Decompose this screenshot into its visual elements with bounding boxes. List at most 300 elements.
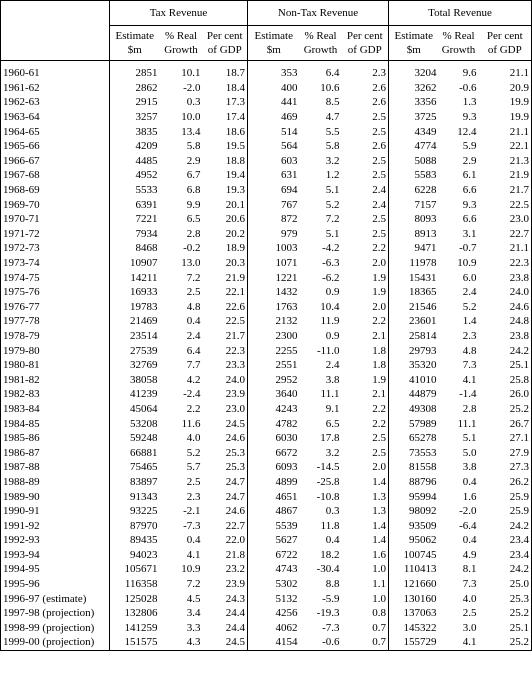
tax-estimate: 41239 [110,387,160,402]
table-row [1,270,532,285]
tax-real-growth: 6.7 [186,169,201,182]
year-label: 1980-81 [3,359,40,372]
nontax-real-growth: 5.1 [325,184,340,197]
nontax-estimate: 514 [248,124,300,139]
year-label: 1961-62 [3,81,40,94]
total-real-growth: 5.9 [462,140,477,153]
total-pct-gdp: 25.2 [509,402,530,415]
col-label-line1: % Real [164,30,198,42]
nontax-pct-gdp: 1.3 [372,490,387,503]
nontax-pct-gdp: 0.7 [372,636,387,649]
year-label: 1990-91 [3,505,40,518]
nontax-pct-gdp: 2.5 [372,169,387,182]
nontax-real-growth: 10.6 [320,81,340,94]
tax-real-growth: 5.8 [186,140,201,153]
total-estimate: 121660 [389,577,439,592]
nontax-estimate: 6093 [248,460,300,475]
total-pct-gdp: 24.0 [509,286,530,299]
tax-real-growth: 11.6 [181,417,201,430]
tax-real-growth: 0.4 [186,315,201,328]
tax-real-growth: 4.1 [186,548,201,561]
nontax-estimate: 1432 [248,285,300,300]
nontax-pct-gdp: 1.8 [372,344,387,357]
table-row [1,533,532,548]
col-pct-gdp [203,26,248,61]
tax-real-growth: 0.4 [186,534,201,547]
table-row [1,61,532,81]
tax-real-growth: -0.2 [183,242,201,255]
tax-pct-gdp: 22.7 [225,519,245,532]
col-label-line1: Per cent [486,30,523,42]
year-label: 1996-97 (estimate) [3,592,87,605]
tax-pct-gdp: 23.0 [225,402,245,415]
year-label: 1976-77 [3,300,40,313]
table-row [1,300,532,315]
nontax-real-growth: -0.6 [322,636,340,649]
tax-pct-gdp: 20.3 [225,257,245,270]
nontax-real-growth: 10.4 [320,300,340,313]
table-row [1,227,532,242]
tax-estimate: 4209 [110,139,160,154]
year-label: 1991-92 [3,519,40,532]
total-real-growth: 2.9 [462,154,477,167]
subheader-row [1,26,532,61]
tax-pct-gdp: 22.0 [225,534,245,547]
total-estimate: 29793 [389,343,439,358]
total-estimate: 7157 [389,197,439,212]
table-row [1,285,532,300]
nontax-pct-gdp: 2.5 [372,227,387,240]
table-row [1,168,532,183]
nontax-real-growth: 0.4 [325,534,340,547]
total-pct-gdp: 25.8 [509,373,530,386]
tax-pct-gdp: 25.3 [225,446,245,459]
nontax-estimate: 4743 [248,562,300,577]
tax-pct-gdp: 19.3 [225,184,245,197]
nontax-real-growth: 3.8 [325,373,340,386]
nontax-real-growth: -10.8 [316,490,340,503]
tax-estimate: 132806 [110,606,160,621]
nontax-estimate: 4154 [248,635,300,650]
total-pct-gdp: 21.3 [509,154,530,167]
year-label: 1984-85 [3,417,40,430]
col-real-growth [439,26,479,61]
tax-estimate: 89435 [110,533,160,548]
year-label: 1989-90 [3,490,40,503]
year-label: 1965-66 [3,140,40,153]
nontax-pct-gdp: 0.8 [372,607,387,620]
total-pct-gdp: 25.9 [509,490,530,503]
col-label-line1: Estimate [254,30,293,42]
total-estimate: 49308 [389,402,439,417]
year-label: 1988-89 [3,475,40,488]
table-row [1,489,532,504]
table-row [1,314,532,329]
year-label: 1960-61 [3,67,40,80]
year-label: 1963-64 [3,111,40,124]
total-real-growth: 0.4 [462,475,477,488]
nontax-real-growth: 5.5 [325,125,340,138]
total-estimate: 93509 [389,518,439,533]
tax-real-growth: 10.9 [181,563,201,576]
tax-estimate: 4952 [110,168,160,183]
nontax-pct-gdp: 1.6 [372,548,387,561]
tax-pct-gdp: 21.7 [225,329,245,342]
total-pct-gdp: 27.1 [509,432,530,445]
table-row [1,372,532,387]
col-label-line1: Per cent [206,30,243,42]
nontax-pct-gdp: 2.2 [372,242,387,255]
tax-pct-gdp: 18.9 [225,242,245,255]
tax-real-growth: 4.0 [186,432,201,445]
tax-real-growth: 4.8 [186,300,201,313]
nontax-estimate: 353 [248,61,300,81]
tax-estimate: 75465 [110,460,160,475]
year-label: 1968-69 [3,184,40,197]
tax-pct-gdp: 24.6 [225,432,245,445]
col-label-line2: Growth [303,44,338,56]
tax-real-growth: -2.1 [183,505,201,518]
tax-pct-gdp: 19.4 [225,169,245,182]
tax-real-growth: 13.0 [181,257,201,270]
total-pct-gdp: 21.1 [509,125,530,138]
tax-real-growth: 4.2 [186,373,201,386]
total-pct-gdp: 25.3 [509,592,530,605]
col-pct-gdp [479,26,532,61]
tax-pct-gdp: 22.5 [225,315,245,328]
table-row [1,329,532,344]
total-estimate: 81558 [389,460,439,475]
total-pct-gdp: 25.1 [509,621,530,634]
total-pct-gdp: 26.7 [509,417,530,430]
total-pct-gdp: 22.1 [509,140,530,153]
table-row [1,577,532,592]
nontax-pct-gdp: 1.9 [372,286,387,299]
total-pct-gdp: 24.2 [509,519,530,532]
nontax-real-growth: -19.3 [316,607,340,620]
nontax-estimate: 872 [248,212,300,227]
tax-estimate: 38058 [110,372,160,387]
tax-estimate: 125028 [110,591,160,606]
tax-pct-gdp: 24.7 [225,490,245,503]
total-pct-gdp: 25.0 [509,578,530,591]
total-real-growth: 6.6 [462,213,477,226]
nontax-estimate: 2132 [248,314,300,329]
tax-estimate: 19783 [110,300,160,315]
total-real-growth: 5.1 [462,432,477,445]
year-label: 1979-80 [3,344,40,357]
total-estimate: 3725 [389,110,439,125]
table-row [1,241,532,256]
tax-pct-gdp: 23.9 [225,388,245,401]
total-pct-gdp: 21.7 [509,184,530,197]
total-real-growth: 7.3 [462,359,477,372]
nontax-estimate: 1221 [248,270,300,285]
tax-real-growth: 7.2 [186,578,201,591]
tax-pct-gdp: 25.3 [225,461,245,474]
total-estimate: 9471 [389,241,439,256]
nontax-estimate: 1071 [248,256,300,271]
total-pct-gdp: 25.9 [509,505,530,518]
col-label-line1: % Real [442,30,475,42]
corner-cell [1,1,110,26]
nontax-real-growth: 11.1 [320,388,340,401]
tax-real-growth: 2.3 [186,490,201,503]
nontax-real-growth: 3.2 [325,154,340,167]
nontax-real-growth: 8.5 [325,96,340,109]
nontax-real-growth: -6.3 [322,257,340,270]
total-real-growth: 4.0 [462,592,477,605]
nontax-pct-gdp: 2.4 [372,184,387,197]
nontax-real-growth: 4.7 [325,111,340,124]
nontax-pct-gdp: 2.2 [372,402,387,415]
tax-pct-gdp: 23.2 [225,563,245,576]
total-pct-gdp: 22.7 [509,227,530,240]
table-row [1,139,532,154]
tax-pct-gdp: 22.1 [225,286,245,299]
year-label: 1964-65 [3,125,40,138]
nontax-estimate: 767 [248,197,300,212]
nontax-pct-gdp: 1.1 [372,578,387,591]
total-estimate: 21546 [389,300,439,315]
total-real-growth: 5.2 [462,300,477,313]
col-real-growth [300,26,342,61]
nontax-pct-gdp: 1.9 [372,373,387,386]
year-label: 1985-86 [3,432,40,445]
tax-estimate: 66881 [110,445,160,460]
table-header [1,1,532,61]
tax-real-growth: 2.5 [186,286,201,299]
col-label-line1: Estimate [115,30,154,42]
total-pct-gdp: 27.3 [509,461,530,474]
nontax-estimate: 4256 [248,606,300,621]
year-label: 1977-78 [3,315,40,328]
tax-real-growth: 6.8 [186,184,201,197]
year-label: 1966-67 [3,154,40,167]
total-real-growth: 4.1 [462,636,477,649]
year-label: 1981-82 [3,373,40,386]
nontax-estimate: 469 [248,110,300,125]
total-estimate: 100745 [389,548,439,563]
nontax-estimate: 2952 [248,372,300,387]
nontax-estimate: 400 [248,81,300,96]
nontax-pct-gdp: 1.8 [372,359,387,372]
year-label: 1970-71 [3,213,40,226]
total-pct-gdp: 27.9 [509,446,530,459]
nontax-pct-gdp: 2.0 [372,300,387,313]
nontax-estimate: 441 [248,95,300,110]
total-real-growth: 9.3 [462,111,477,124]
tax-pct-gdp: 17.4 [225,111,245,124]
table-row [1,197,532,212]
total-real-growth: 4.9 [462,548,477,561]
total-real-growth: 6.0 [462,271,477,284]
nontax-estimate: 5627 [248,533,300,548]
tax-pct-gdp: 24.7 [225,475,245,488]
total-estimate: 15431 [389,270,439,285]
tax-estimate: 14211 [110,270,160,285]
total-estimate: 155729 [389,635,439,650]
total-real-growth: 3.0 [462,621,477,634]
tax-real-growth: 3.3 [186,621,201,634]
total-estimate: 95062 [389,533,439,548]
tax-estimate: 3835 [110,124,160,139]
nontax-estimate: 603 [248,154,300,169]
nontax-real-growth: 0.9 [325,329,340,342]
col-estimate [110,26,160,61]
total-real-growth: 4.8 [462,344,477,357]
tax-estimate: 59248 [110,431,160,446]
nontax-pct-gdp: 1.4 [372,475,387,488]
tax-estimate: 151575 [110,635,160,650]
nontax-pct-gdp: 2.6 [372,81,387,94]
tax-real-growth: 0.3 [186,96,201,109]
col-label-line2: $m [266,44,281,56]
table-row [1,591,532,606]
tax-real-growth: 2.8 [186,227,201,240]
tax-pct-gdp: 24.3 [225,592,245,605]
total-real-growth: 2.5 [462,607,477,620]
tax-pct-gdp: 21.9 [225,271,245,284]
tax-pct-gdp: 24.4 [225,607,245,620]
nontax-estimate: 979 [248,227,300,242]
total-estimate: 5088 [389,154,439,169]
total-real-growth: 2.3 [462,329,477,342]
tax-estimate: 2862 [110,81,160,96]
year-label: 1999-00 (projection) [3,636,95,649]
tax-estimate: 93225 [110,504,160,519]
total-real-growth: -2.0 [459,505,477,518]
tax-estimate: 94023 [110,548,160,563]
col-label-line2: $m [406,44,421,56]
total-pct-gdp: 21.1 [509,242,530,255]
year-label: 1971-72 [3,227,40,240]
year-label: 1972-73 [3,242,40,255]
total-pct-gdp: 23.0 [509,213,530,226]
tax-pct-gdp: 23.9 [225,578,245,591]
col-estimate [389,26,439,61]
nontax-real-growth: -5.9 [322,592,340,605]
col-label-line2: Growth [164,44,198,56]
nontax-pct-gdp: 2.6 [372,96,387,109]
tax-real-growth: 3.4 [186,607,201,620]
total-real-growth: 4.1 [462,373,477,386]
table-row [1,387,532,402]
year-label: 1992-93 [3,534,40,547]
col-label-line1: Per cent [346,30,383,42]
nontax-real-growth: -11.0 [316,344,340,357]
nontax-real-growth: -14.5 [316,461,340,474]
year-label: 1974-75 [3,271,40,284]
tax-real-growth: 13.4 [181,125,201,138]
total-estimate: 88796 [389,475,439,490]
total-estimate: 3356 [389,95,439,110]
total-estimate: 5583 [389,168,439,183]
tax-estimate: 5533 [110,183,160,198]
total-real-growth: 9.6 [462,67,477,80]
total-estimate: 3262 [389,81,439,96]
total-real-growth: 10.9 [457,257,477,270]
year-label: 1995-96 [3,578,40,591]
tax-real-growth: 5.2 [186,446,201,459]
tax-pct-gdp: 22.3 [225,344,245,357]
total-pct-gdp: 19.9 [509,96,530,109]
nontax-pct-gdp: 1.3 [372,505,387,518]
year-label: 1998-99 (projection) [3,621,95,634]
nontax-real-growth: 6.4 [325,67,340,80]
total-estimate: 65278 [389,431,439,446]
nontax-estimate: 4062 [248,621,300,636]
total-real-growth: 1.4 [462,315,477,328]
col-estimate [248,26,300,61]
tax-pct-gdp: 19.5 [225,140,245,153]
nontax-estimate: 5302 [248,577,300,592]
tax-real-growth: 6.4 [186,344,201,357]
nontax-real-growth: 0.3 [325,505,340,518]
tax-pct-gdp: 18.7 [225,67,245,80]
nontax-estimate: 6672 [248,445,300,460]
total-real-growth: 11.1 [457,417,477,430]
tax-real-growth: 6.5 [186,213,201,226]
total-real-growth: 6.1 [462,169,477,182]
total-pct-gdp: 22.5 [509,198,530,211]
total-estimate: 25814 [389,329,439,344]
nontax-pct-gdp: 2.5 [372,446,387,459]
nontax-estimate: 1003 [248,241,300,256]
total-real-growth: -1.4 [459,388,477,401]
nontax-real-growth: 17.8 [320,432,340,445]
tax-estimate: 4485 [110,154,160,169]
year-label: 1969-70 [3,198,40,211]
tax-estimate: 7934 [110,227,160,242]
nontax-pct-gdp: 2.5 [372,111,387,124]
table-row [1,154,532,169]
nontax-real-growth: 11.8 [320,519,340,532]
tax-pct-gdp: 18.8 [225,154,245,167]
nontax-real-growth: 11.9 [320,315,340,328]
tax-real-growth: 4.3 [186,636,201,649]
total-real-growth: -0.6 [459,81,477,94]
col-pct-gdp [342,26,389,61]
tax-pct-gdp: 24.6 [225,505,245,518]
nontax-real-growth: 2.4 [325,359,340,372]
nontax-pct-gdp: 2.1 [372,388,387,401]
total-real-growth: 3.8 [462,461,477,474]
corner-cell [1,26,110,61]
tax-real-growth: 5.7 [186,461,201,474]
col-label-line2: Growth [441,44,476,56]
total-pct-gdp: 20.9 [509,81,530,94]
nontax-pct-gdp: 2.2 [372,417,387,430]
total-pct-gdp: 25.1 [509,359,530,372]
table-row [1,621,532,636]
year-label: 1993-94 [3,548,40,561]
tax-real-growth: 2.2 [186,402,201,415]
total-estimate: 8093 [389,212,439,227]
table-row [1,460,532,475]
nontax-estimate: 2551 [248,358,300,373]
nontax-estimate: 694 [248,183,300,198]
tax-estimate: 3257 [110,110,160,125]
year-label: 1982-83 [3,388,40,401]
total-pct-gdp: 24.2 [509,344,530,357]
year-label: 1983-84 [3,402,40,415]
nontax-pct-gdp: 2.5 [372,125,387,138]
total-estimate: 44879 [389,387,439,402]
total-real-growth: -6.4 [459,519,477,532]
tax-pct-gdp: 20.1 [225,198,245,211]
total-pct-gdp: 21.9 [509,169,530,182]
